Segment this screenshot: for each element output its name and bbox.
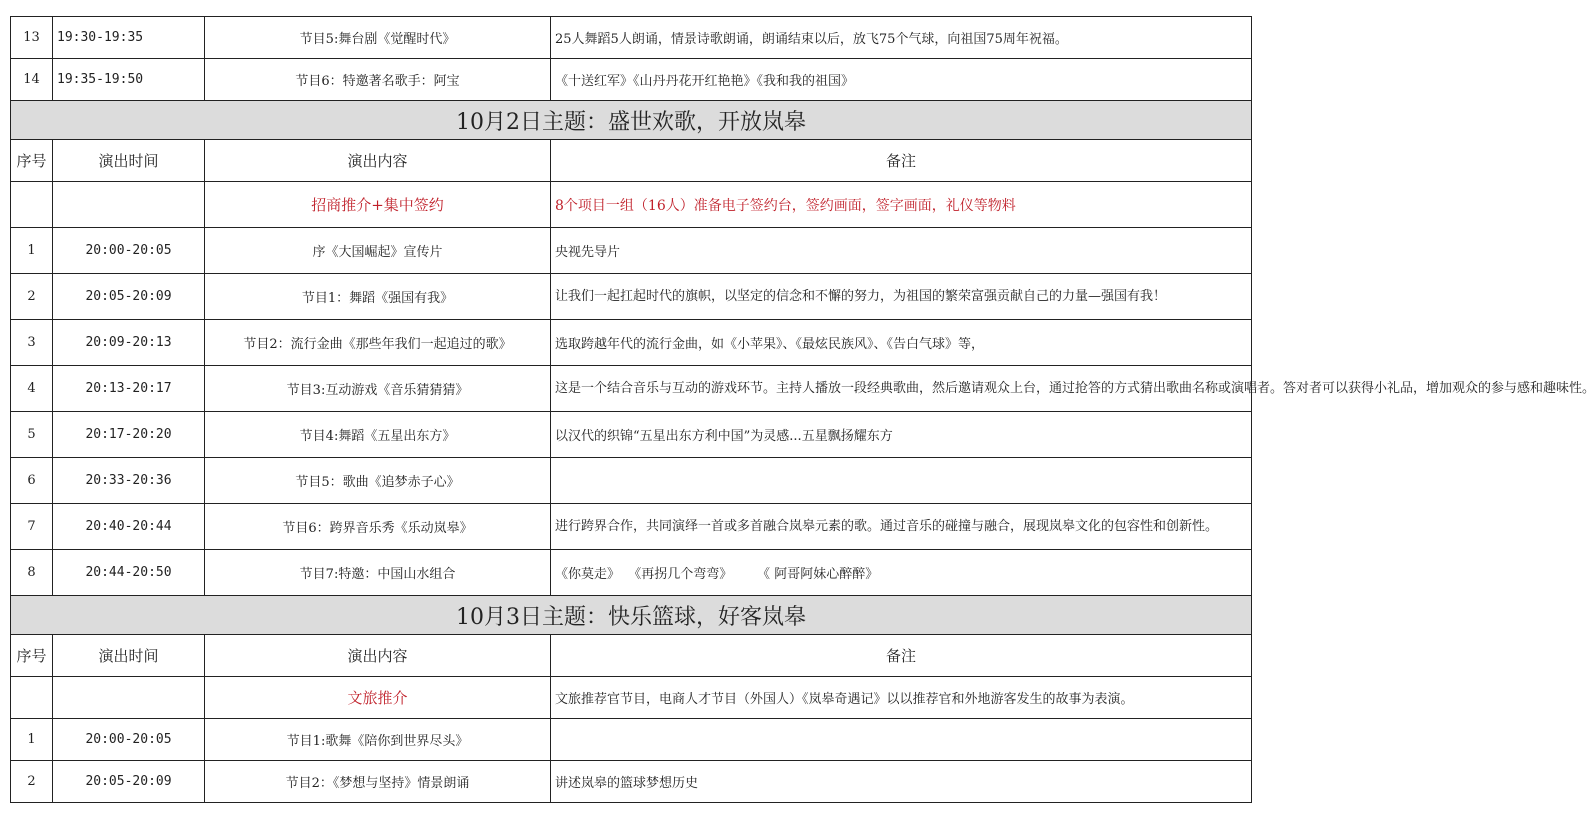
promo-content: 文旅推介 xyxy=(205,677,551,719)
header-no: 序号 xyxy=(11,140,53,182)
cell-no: 2 xyxy=(11,761,53,803)
promo-note: 文旅推荐官节目，电商人才节目（外国人）《岚皋奇遇记》以以推荐官和外地游客发生的故事为表演。 xyxy=(551,677,1252,719)
cell-content: 节目6：特邀著名歌手：阿宝 xyxy=(205,59,551,101)
cell-note: 进行跨界合作，共同演绎一首或多首融合岚皋元素的歌。通过音乐的碰撞与融合，展现岚皋文化的包容性和创新性。 xyxy=(551,504,1252,550)
cell-no xyxy=(11,182,53,228)
cell-time: 20:17-20:20 xyxy=(53,412,205,458)
cell-content: 节目2：《梦想与坚持》情景朗诵 xyxy=(205,761,551,803)
cell-content: 节目4:舞蹈《五星出东方》 xyxy=(205,412,551,458)
table-row xyxy=(11,274,1252,320)
section-title-oct3: 10月3日主题：快乐篮球，好客岚皋 xyxy=(11,596,1252,635)
cell-no: 8 xyxy=(11,550,53,596)
cell-no: 3 xyxy=(11,320,53,366)
promo-row xyxy=(11,182,1252,228)
header-row xyxy=(11,140,1252,182)
promo-row xyxy=(11,677,1252,719)
promo-content: 招商推介+集中签约 xyxy=(205,182,551,228)
cell-no: 5 xyxy=(11,412,53,458)
table-row xyxy=(11,458,1252,504)
header-note: 备注 xyxy=(551,635,1252,677)
cell-no: 1 xyxy=(11,228,53,274)
table-row xyxy=(11,17,1252,59)
cell-note: 这是一个结合音乐与互动的游戏环节。主持人播放一段经典歌曲，然后邀请观众上台，通过抢答的方式猜出歌曲名称或演唱者。答对者可以获得小礼品，增加观众的参与感和趣味性。 xyxy=(551,366,1252,412)
cell-no: 1 xyxy=(11,719,53,761)
cell-time: 20:05-20:09 xyxy=(53,761,205,803)
header-time: 演出时间 xyxy=(53,140,205,182)
cell-content: 节目7:特邀：中国山水组合 xyxy=(205,550,551,596)
cell-content: 节目5:舞台剧《觉醒时代》 xyxy=(205,17,551,59)
section-title-oct2: 10月2日主题：盛世欢歌，开放岚皋 xyxy=(11,101,1252,140)
cell-no: 6 xyxy=(11,458,53,504)
cell-note: 讲述岚皋的篮球梦想历史 xyxy=(551,761,1252,803)
cell-content: 节目1:歌舞《陪你到世界尽头》 xyxy=(205,719,551,761)
table-row xyxy=(11,550,1252,596)
cell-time: 20:13-20:17 xyxy=(53,366,205,412)
cell-no xyxy=(11,677,53,719)
header-no: 序号 xyxy=(11,635,53,677)
section-title-row xyxy=(11,596,1252,635)
table-row xyxy=(11,761,1252,803)
header-row xyxy=(11,635,1252,677)
cell-time: 20:09-20:13 xyxy=(53,320,205,366)
cell-content: 节目2：流行金曲《那些年我们一起追过的歌》 xyxy=(205,320,551,366)
table-row xyxy=(11,366,1252,412)
cell-content: 节目3:互动游戏《音乐猜猜猜》 xyxy=(205,366,551,412)
cell-content: 节目1：舞蹈《强国有我》 xyxy=(205,274,551,320)
table-row xyxy=(11,504,1252,550)
cell-note xyxy=(551,458,1252,504)
cell-note: 央视先导片 xyxy=(551,228,1252,274)
section-title-row xyxy=(11,101,1252,140)
cell-time: 20:44-20:50 xyxy=(53,550,205,596)
cell-time xyxy=(53,677,205,719)
cell-no: 7 xyxy=(11,504,53,550)
cell-time xyxy=(53,182,205,228)
cell-content: 节目6：跨界音乐秀《乐动岚皋》 xyxy=(205,504,551,550)
cell-time: 19:30-19:35 xyxy=(53,17,205,59)
cell-time: 20:05-20:09 xyxy=(53,274,205,320)
cell-no: 2 xyxy=(11,274,53,320)
cell-note: 《十送红军》《山丹丹花开红艳艳》《我和我的祖国》 xyxy=(551,59,1252,101)
cell-time: 19:35-19:50 xyxy=(53,59,205,101)
cell-content: 节目5：歌曲《追梦赤子心》 xyxy=(205,458,551,504)
cell-note: 选取跨越年代的流行金曲，如《小苹果》、《最炫民族风》、《告白气球》等， xyxy=(551,320,1252,366)
cell-note xyxy=(551,719,1252,761)
cell-content: 序《大国崛起》宣传片 xyxy=(205,228,551,274)
cell-no: 13 xyxy=(11,17,53,59)
cell-time: 20:40-20:44 xyxy=(53,504,205,550)
cell-no: 14 xyxy=(11,59,53,101)
program-schedule-table xyxy=(10,16,1595,803)
table-row xyxy=(11,320,1252,366)
header-content: 演出内容 xyxy=(205,635,551,677)
cell-time: 20:00-20:05 xyxy=(53,719,205,761)
cell-note: 以汉代的织锦“五星出东方利中国”为灵感...五星飘扬耀东方 xyxy=(551,412,1252,458)
cell-time: 20:33-20:36 xyxy=(53,458,205,504)
table-row xyxy=(11,719,1252,761)
cell-note: 让我们一起扛起时代的旗帜，以坚定的信念和不懈的努力，为祖国的繁荣富强贡献自己的力量—强国有我！ xyxy=(551,274,1252,320)
header-time: 演出时间 xyxy=(53,635,205,677)
header-note: 备注 xyxy=(551,140,1252,182)
cell-note: 25人舞蹈5人朗诵，情景诗歌朗诵，朗诵结束以后，放飞75个气球，向祖国75周年祝福。 xyxy=(551,17,1252,59)
cell-note: 《你莫走》 《再拐几个弯弯》 《 阿哥阿妹心醉醉》 xyxy=(551,550,1252,596)
promo-note: 8个项目一组（16人）准备电子签约台，签约画面，签字画面，礼仪等物料 xyxy=(551,182,1252,228)
table-row xyxy=(11,412,1252,458)
table-row xyxy=(11,59,1252,101)
cell-no: 4 xyxy=(11,366,53,412)
header-content: 演出内容 xyxy=(205,140,551,182)
table-row xyxy=(11,228,1252,274)
cell-time: 20:00-20:05 xyxy=(53,228,205,274)
